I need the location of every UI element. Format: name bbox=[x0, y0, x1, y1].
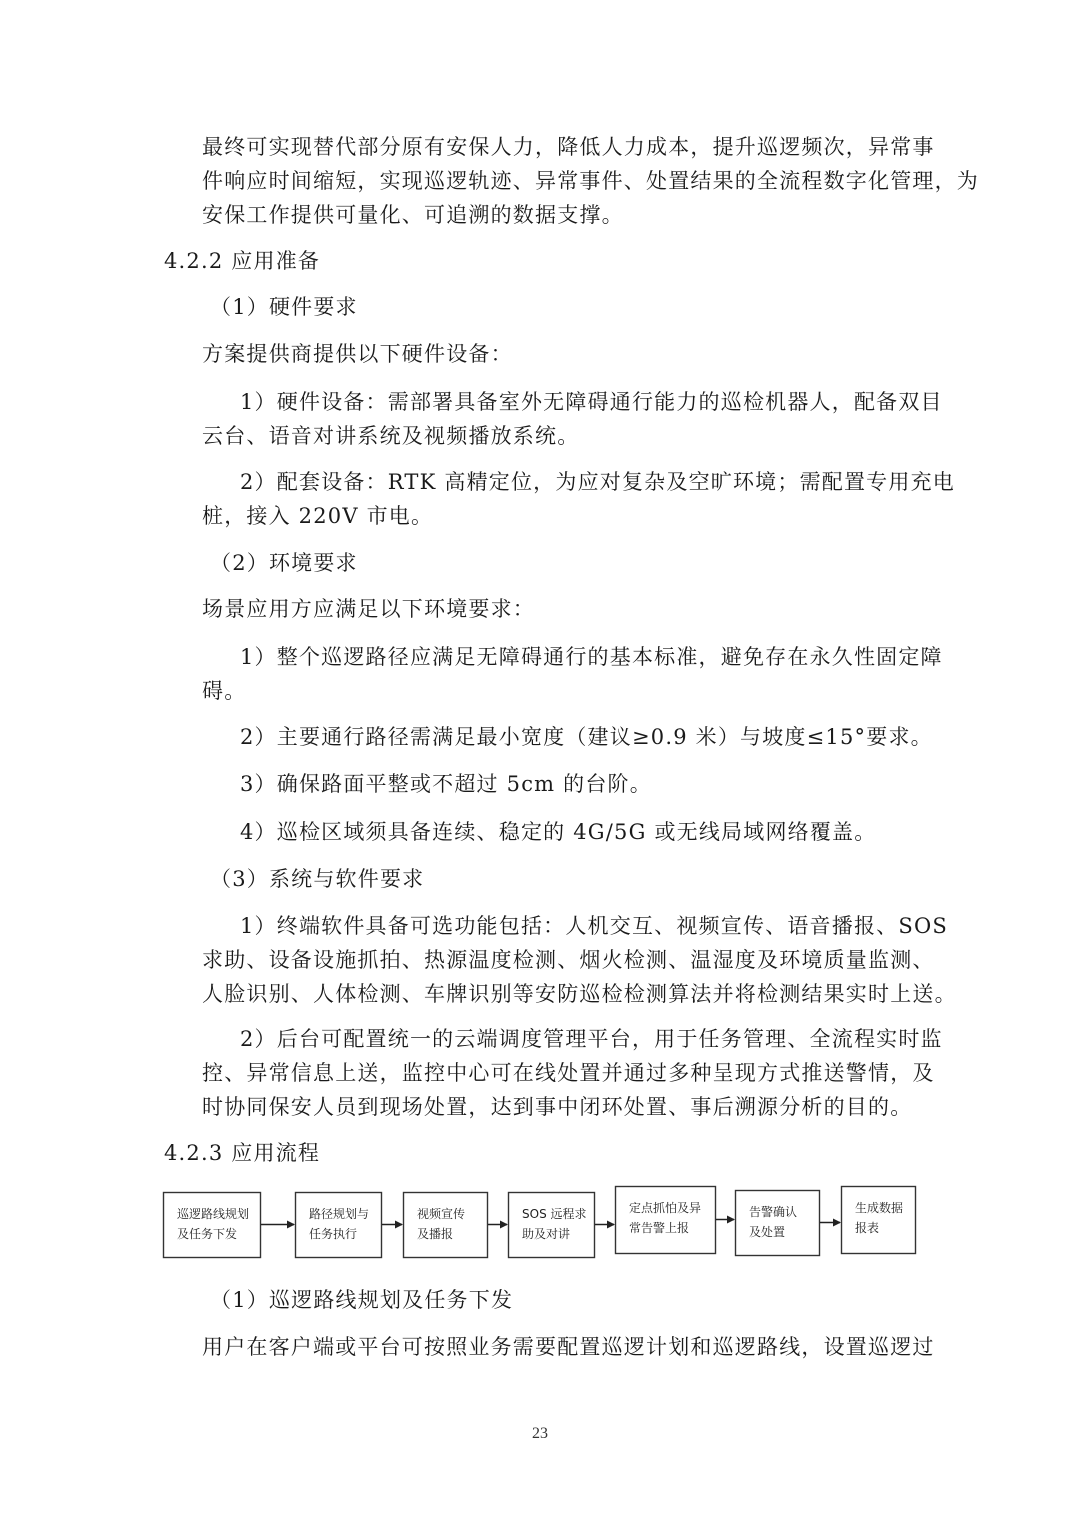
intro-line-3: 安保工作提供可量化、可追溯的数据支撑。 bbox=[202, 203, 624, 227]
step1-title: （1）巡逻路线规划及任务下发 bbox=[210, 1288, 514, 1312]
env-item2: 2）主要通行路径需满足最小宽度（建议≥0.9 米）与坡度≤15°要求。 bbox=[240, 725, 933, 749]
hardware-title: （1）硬件要求 bbox=[210, 295, 358, 319]
flow-step-label: SOS 远程求 助及对讲 bbox=[522, 1207, 587, 1241]
flow-step-label: 路径规划与 任务执行 bbox=[309, 1207, 370, 1241]
page-number: 23 bbox=[532, 1425, 548, 1442]
env-intro: 场景应用方应满足以下环境要求： bbox=[202, 597, 535, 621]
sys-item1-line-2: 求助、设备设施抓拍、热源温度检测、烟火检测、温湿度及环境质量监测、 bbox=[202, 948, 935, 972]
section-heading-4-2-2: 4.2.2 应用准备 bbox=[164, 249, 321, 273]
intro-line-1: 最终可实现替代部分原有安保人力，降低人力成本，提升巡逻频次，异常事 bbox=[202, 135, 935, 159]
hardware-item2-line-1: 2）配套设备：RTK 高精定位，为应对复杂及空旷环境；需配置专用充电 bbox=[240, 470, 955, 494]
flow-step-label: 巡逻路线规划 及任务下发 bbox=[177, 1207, 250, 1241]
process-flow-diagram bbox=[163, 1186, 915, 1258]
env-item4: 4）巡检区域须具备连续、稳定的 4G/5G 或无线局域网络覆盖。 bbox=[240, 820, 877, 844]
flow-step-label: 生成数据 报表 bbox=[855, 1201, 904, 1235]
sys-item1-line-1: 1）终端软件具备可选功能包括：人机交互、视频宣传、语音播报、SOS bbox=[240, 914, 948, 938]
sys-item2-line-1: 2）后台可配置统一的云端调度管理平台，用于任务管理、全流程实时监 bbox=[240, 1027, 943, 1051]
section-heading-4-2-3: 4.2.3 应用流程 bbox=[164, 1141, 321, 1165]
env-title: （2）环境要求 bbox=[210, 551, 358, 575]
env-item3: 3）确保路面平整或不超过 5cm 的台阶。 bbox=[240, 772, 652, 796]
env-item1-line-1: 1）整个巡逻路径应满足无障碍通行的基本标准，避免存在永久性固定障 bbox=[240, 645, 943, 669]
sys-title: （3）系统与软件要求 bbox=[210, 867, 425, 891]
flow-step-label: 视频宣传 及播报 bbox=[417, 1207, 466, 1241]
hardware-item2-line-2: 桩，接入 220V 市电。 bbox=[202, 504, 434, 528]
sys-item2-line-3: 时协同保安人员到现场处置，达到事中闭环处置、事后溯源分析的目的。 bbox=[202, 1095, 913, 1119]
hardware-intro: 方案提供商提供以下硬件设备： bbox=[202, 342, 513, 366]
step1-line: 用户在客户端或平台可按照业务需要配置巡逻计划和巡逻路线，设置巡逻过 bbox=[202, 1335, 935, 1359]
sys-item1-line-3: 人脸识别、人体检测、车牌识别等安防巡检检测算法并将检测结果实时上送。 bbox=[202, 982, 957, 1006]
flow-step-label: 告警确认 及处置 bbox=[749, 1205, 798, 1239]
hardware-item1-line-1: 1）硬件设备：需部署具备室外无障碍通行能力的巡检机器人，配备双目 bbox=[240, 390, 943, 414]
env-item1-line-2: 碍。 bbox=[202, 679, 247, 703]
intro-line-2: 件响应时间缩短，实现巡逻轨迹、异常事件、处置结果的全流程数字化管理，为 bbox=[202, 169, 979, 193]
hardware-item1-line-2: 云台、语音对讲系统及视频播放系统。 bbox=[202, 424, 580, 448]
sys-item2-line-2: 控、异常信息上送，监控中心可在线处置并通过多种呈现方式推送警情，及 bbox=[202, 1061, 935, 1085]
flow-step-label: 定点抓怕及异 常告警上报 bbox=[629, 1201, 702, 1235]
